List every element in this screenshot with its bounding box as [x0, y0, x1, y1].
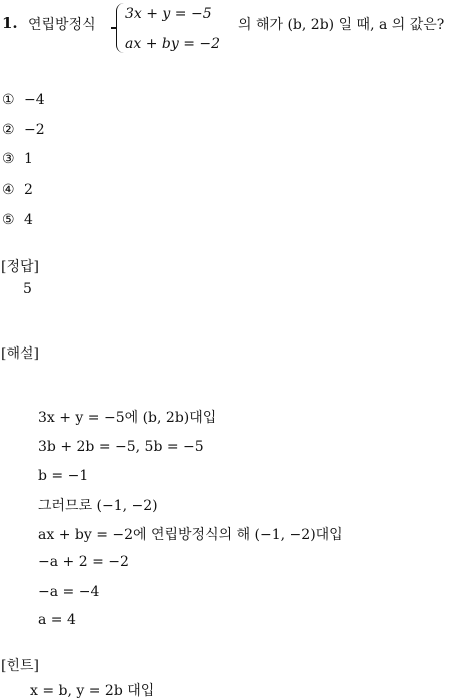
- answer-label: [정답]: [1, 259, 39, 275]
- question-stem-end: 의 해가 (b, 2b) 일 때, a 의 값은?: [238, 17, 445, 33]
- system-equation-1: 3x + y = −5: [125, 6, 212, 22]
- choice-text: −2: [24, 122, 45, 138]
- system-brace: [116, 3, 124, 53]
- choice-mark: ③: [2, 151, 15, 167]
- question-number: 1.: [2, 14, 18, 32]
- explanation-step-2: 3b + 2b = −5, 5b = −5: [38, 439, 204, 455]
- explanation-step-7: −a = −4: [38, 584, 100, 600]
- explanation-step-8: a = 4: [38, 612, 76, 628]
- system-equation-2: ax + by = −2: [125, 36, 221, 52]
- explanation-step-4: 그러므로 (−1, −2): [38, 498, 158, 514]
- system-brace-tip: [111, 27, 117, 29]
- explanation-step-3: b = −1: [38, 468, 89, 484]
- choice-mark: ④: [2, 182, 15, 198]
- explanation-step-6: −a + 2 = −2: [38, 554, 129, 570]
- choice-mark: ⑤: [2, 212, 15, 228]
- choice-mark: ①: [2, 92, 15, 108]
- question-stem-start: 연립방정식: [28, 17, 96, 33]
- choice-text: 2: [24, 182, 33, 198]
- hint-label: [힌트]: [1, 658, 39, 674]
- choice-text: 1: [24, 151, 33, 167]
- choice-2[interactable]: [2, 122, 45, 138]
- choice-3[interactable]: [2, 151, 33, 167]
- explanation-step-5: ax + by = −2에 연립방정식의 해 (−1, −2)대입: [38, 527, 343, 543]
- explanation-label: [해설]: [1, 346, 39, 362]
- hint-text: x = b, y = 2b 대입: [30, 683, 155, 699]
- choice-4[interactable]: [2, 182, 33, 198]
- choice-mark: ②: [2, 122, 15, 138]
- choice-1[interactable]: [2, 92, 45, 108]
- explanation-step-1: 3x + y = −5에 (b, 2b)대입: [38, 410, 217, 426]
- choice-text: 4: [24, 212, 33, 228]
- answer-value: 5: [23, 281, 32, 297]
- choice-text: −4: [24, 92, 45, 108]
- choice-5[interactable]: [2, 212, 33, 228]
